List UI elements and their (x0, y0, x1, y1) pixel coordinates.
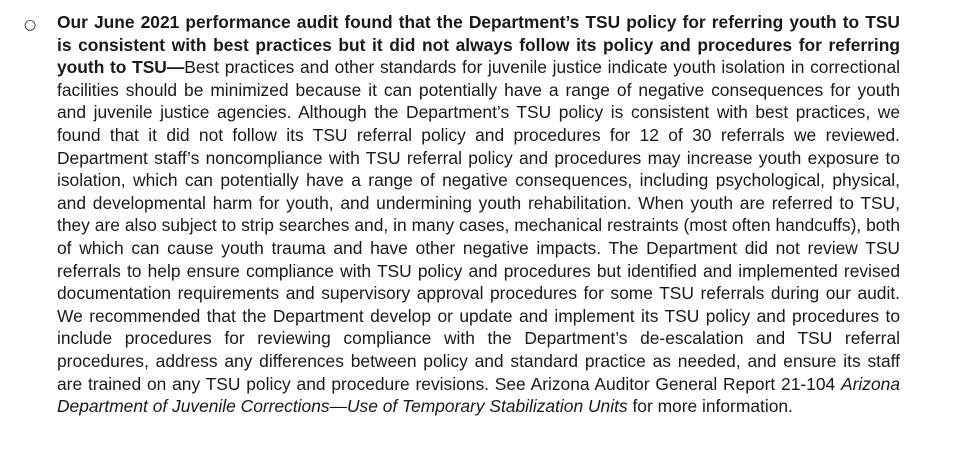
finding-paragraph (57, 11, 900, 418)
finding-lead-dash: — (166, 57, 185, 78)
finding-body: Best practices and other standards for juvenile justice indicate youth isolation in correctional facilities should be minimized because it can potentially have a range of negative consequences for youth and juvenile justice agencies. Although the Department’s TSU policy is consistent with best practices, we found that it did not follow its TSU referral policy and procedures for 12 of 30 referrals we reviewed. Department staff’s noncompliance with TSU referral policy and procedures may increase youth exposure to isolation, which can potentially have a range of negative consequences, including psychological, physical, and developmental harm for youth, and undermining youth rehabilitation. When youth are referred to TSU, they are also subject to strip searches and, in many cases, mechanical restraints (most often handcuffs), both of which can cause youth trauma and have other negative impacts. The Department did not review TSU referrals to help ensure compliance with TSU policy and procedures but identified and implemented revised documentation requirements and supervisory approval procedures for some TSU referrals during our audit. We recommended that the Department develop or update and implement its TSU policy and procedures to include procedures for reviewing compliance with the Department’s de-escalation and TSU referral procedures, address any differences between policy and standard practice as needed, and ensure its staff are trained on any TSU policy and procedure revisions. See Arizona Auditor General Report 21-104 (57, 57, 900, 394)
report-title: Arizona Department of Juvenile Corrections—Use of Temporary Stabilization Units (57, 373, 900, 417)
finding-closing: for more information. (627, 396, 793, 417)
finding-lead-text: Our June 2021 performance audit found that the Department’s TSU policy for referring youth to TSU is consistent with best practices but it did not always follow its policy and procedures for referring youth to TSU (57, 12, 900, 78)
bullet-marker: ○ (24, 17, 37, 33)
